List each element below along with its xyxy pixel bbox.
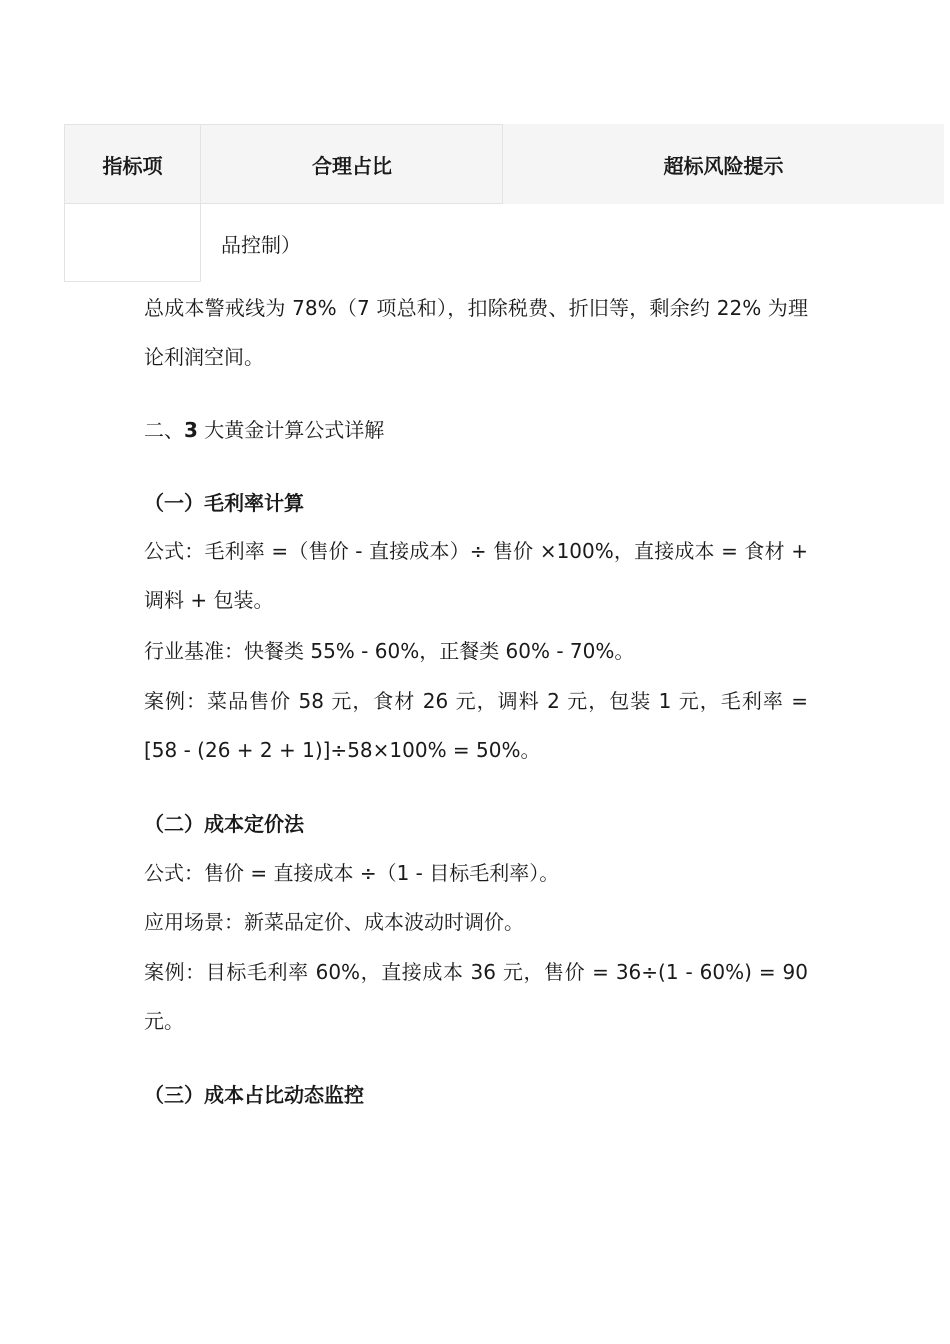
scene-paragraph: 应用场景：新菜品定价、成本波动时调价。 [144,910,524,934]
case-paragraph-2: 案例：目标毛利率 60%，直接成本 36 元，售价 = 36÷(1 - 60%) = 90 元。 [144,960,808,1033]
table-cell-fragment: 品控制） [221,232,301,257]
section-heading: 二、3 大黄金计算公式详解 [144,418,385,442]
formula-paragraph-2: 公式：售价 = 直接成本 ÷（1 - 目标毛利率）。 [144,861,560,885]
table-header-ratio: 合理占比 [201,124,503,204]
table-cell-empty [64,204,201,282]
subsection-heading-3: （三）成本占比动态监控 [144,1083,364,1107]
table-border-top [64,124,503,125]
table-border-col2 [502,124,503,204]
table-border-left [64,124,65,282]
table-header-risk: 超标风险提示 [503,124,944,204]
subsection-heading-2: （二）成本定价法 [144,812,304,836]
subsection-heading-1: （一）毛利率计算 [144,491,304,515]
summary-paragraph: 总成本警戒线为 78%（7 项总和），扣除税费、折旧等，剩余约 22% 为理论利润空间。 [144,296,808,369]
table-header-indicator: 指标项 [64,124,201,204]
formula-paragraph-1: 公式：毛利率 =（售价 - 直接成本）÷ 售价 ×100%，直接成本 = 食材 + 调料 + 包装。 [144,539,808,612]
table-border-header [64,203,503,204]
benchmark-paragraph: 行业基准：快餐类 55% - 60%，正餐类 60% - 70%。 [144,639,635,663]
case-paragraph-1: 案例：菜品售价 58 元，食材 26 元，调料 2 元，包装 1 元，毛利率 = [58 - (26 + 2 + 1)]÷58×100% = 50%。 [144,689,808,762]
table-border-bottom [64,281,201,282]
table-border-col1 [200,124,201,282]
